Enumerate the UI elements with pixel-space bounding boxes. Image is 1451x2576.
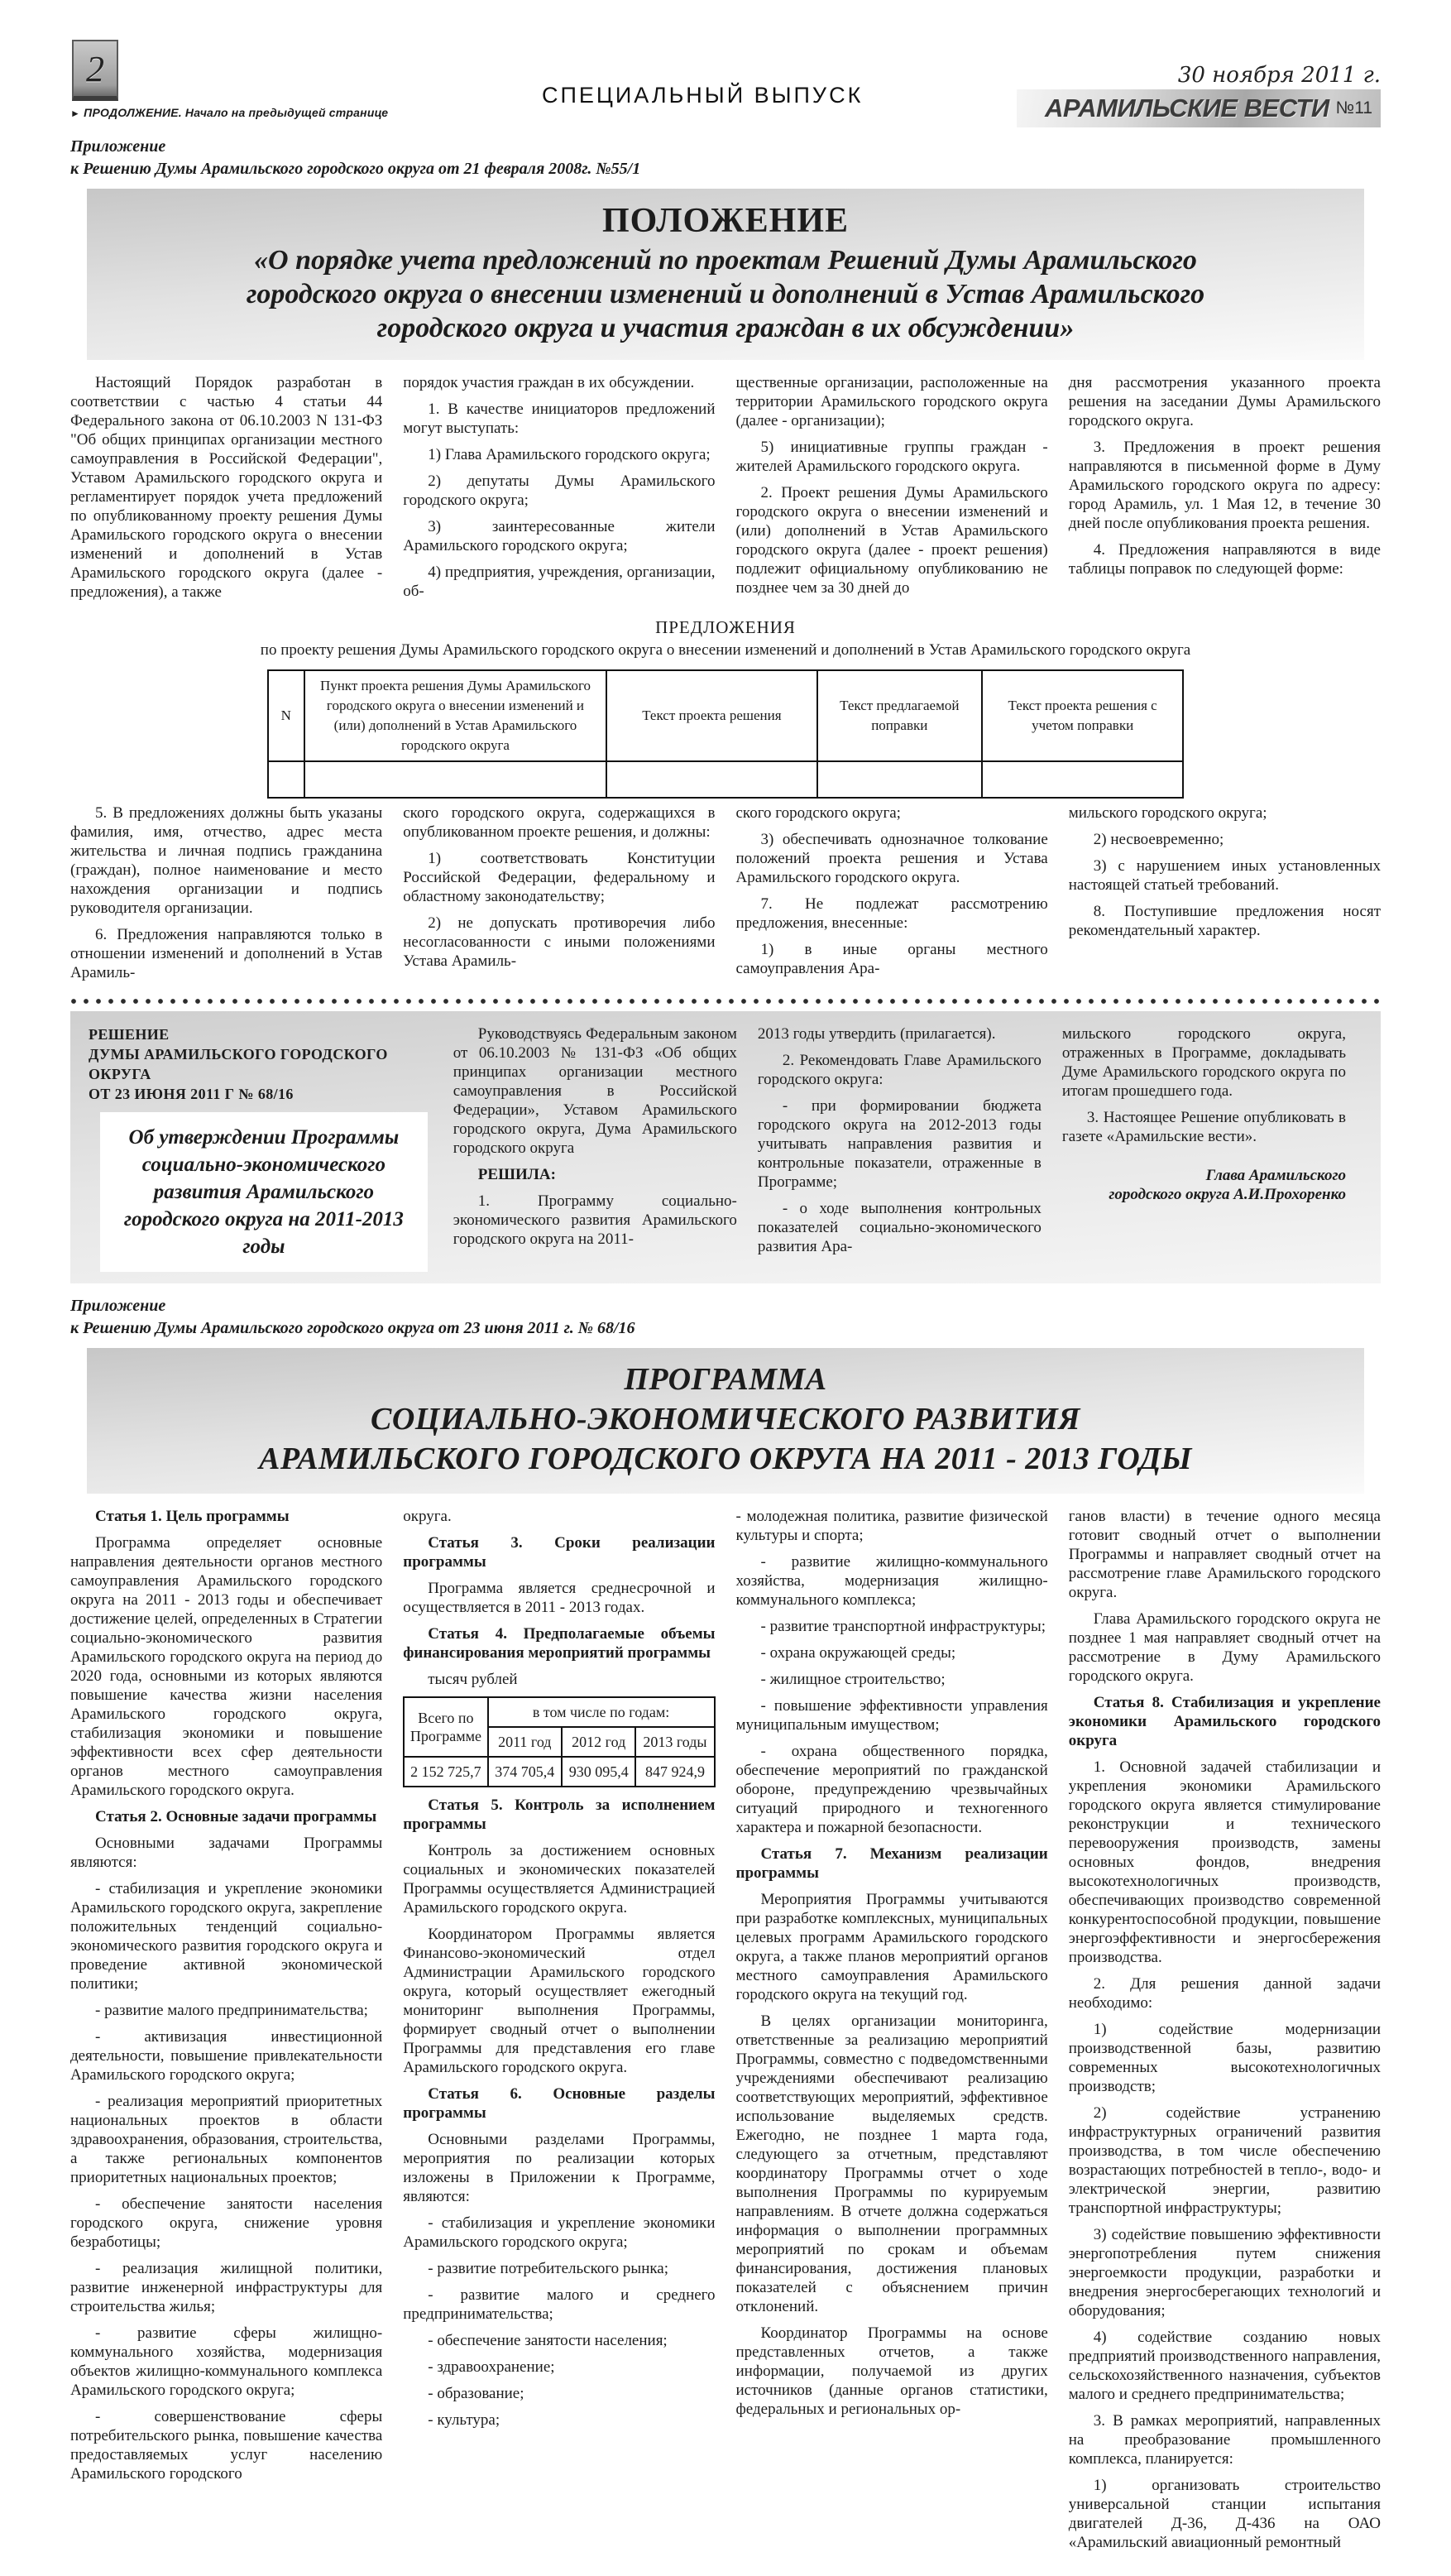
paragraph: Программа определяет основные направления деятельности органов местного самоуправления Арамильского городского округа на 2011 - 2013 годы и обеспечивает достижение целей, определенных в Стратегии социально-экономического развития Арамильского городского округа на период до 2020 года, основными из которых являются повышение качества жизни населения Арамильского городского округа, стабилизация экономики и повышение эффективности всех сфер деятельности органов местного самоуправления Арамильского городского округа. [70, 1534, 383, 1799]
paragraph: 4. Предложения направляются в виде таблицы поправок по следующей форме: [1068, 541, 1381, 578]
financing-year-2013: 2013 годы [635, 1727, 714, 1757]
programma-title-line1: ПРОГРАММА [624, 1362, 827, 1397]
reshenie-col-3 [758, 1024, 1042, 1272]
paragraph: 1) соответствовать Конституции Российской Федерации, федеральному и областному законодательству; [403, 850, 716, 905]
programma-title-line2: СОЦИАЛЬНО-ЭКОНОМИЧЕСКОГО РАЗВИТИЯ [371, 1402, 1080, 1437]
proposals-header-amendment: Текст предлагаемой поправки [817, 670, 982, 761]
paragraph: Основными разделами Программы, мероприятия по реализации которых изложены в Приложении к Программе, являются: [403, 2131, 716, 2205]
reshenie-section [70, 1011, 1381, 1283]
financing-total-label: Всего по Программе [404, 1697, 487, 1757]
paragraph: 3. В рамках мероприятий, направленных на преобразование промышленного комплекса, планируется: [1068, 2412, 1381, 2468]
paragraph: 3) заинтересованные жители Арамильского городского округа; [403, 518, 716, 554]
paragraph: - культура; [428, 2411, 500, 2429]
continuation-note [70, 106, 388, 119]
empty-cell [817, 761, 982, 798]
financing-total-value: 2 152 725,7 [404, 1757, 487, 1787]
paragraph: Координатором Программы является Финансово-экономический отдел Администрации Арамильского городского округа, который осуществляет ежегодный мониторинг выполнения Программы, формирует сводный отчет о выполнении Программы для представления его главе Арамильского городского округа. [403, 1926, 716, 2076]
polozhenie-col-2 [403, 373, 715, 609]
paragraph: Руководствуясь Федеральным законом от 06.10.2003 № 131-ФЗ «Об общих принципах организации местного самоуправления в Российской Федерации», Уставом Арамильского городского округа, Дума Арамильского городского округа [453, 1025, 737, 1157]
paragraph: - реализация мероприятий приоритетных национальных проектов в области здравоохранения, образования, строительства, а также региональных компонентов приоритетных национальных проектов; [70, 2093, 383, 2186]
proposals-subtitle: по проекту решения Думы Арамильского городского округа о внесении изменений и дополнений в Устав Арамильского городского округа [260, 641, 1191, 659]
proposals-table-header-row [268, 670, 1184, 761]
polozhenie-col-4 [1069, 373, 1381, 609]
paragraph: - развитие малого и среднего предпринимательства; [403, 2286, 716, 2323]
paragraph: 1) содействие модернизации производственной базы, развитию современных высокотехнологичных производств; [1068, 2021, 1381, 2095]
paragraph: - жилищное строительство; [760, 1671, 946, 1688]
proposals-header-item: Пункт проекта решения Думы Арамильского городского округа о внесении изменений и (или) дополнений в Устав Арамильского городского округа [304, 670, 606, 761]
paragraph: 3) с нарушением иных установленных настоящей статьей требований. [1068, 857, 1381, 894]
article-heading: РЕШИЛА: [477, 1166, 556, 1183]
signature-line2: городского округа А.И.Прохоренко [1109, 1186, 1346, 1203]
reshenie-heading-block [89, 1024, 433, 1272]
annex-label: Приложение [70, 137, 166, 156]
paragraph: 5) инициативные группы граждан - жителей Арамильского городского округа. [735, 439, 1048, 475]
paragraph: 2) депутаты Думы Арамильского городского округа; [403, 473, 716, 509]
paragraph: мильского городского округа, отраженных в Программе, докладывать Думе Арамильского городского округа по итогам прошедшего года. [1061, 1025, 1346, 1100]
dotted-divider [70, 998, 1381, 1005]
paragraph: Мероприятия Программы учитываются при разработке комплексных, муниципальных целевых программ Арамильского городского округа, а также планов мероприятий органов местного самоуправления Арамильского городского округа на текущий год. [735, 1891, 1048, 2003]
paragraph: 4) содействие созданию новых предприятий производственного направления, сельскохозяйственного назначения, субъектов малого и среднего предпринимательства; [1068, 2329, 1381, 2403]
proposals-header-n: N [268, 670, 304, 761]
reshenie-col-2 [453, 1024, 737, 1272]
masthead-title: АРАМИЛЬСКИЕ ВЕСТИ [1044, 94, 1329, 122]
paragraph: 2) содействие устранению инфраструктурных ограничений развития производства, в том числе обеспечению возрастающих потребностей в тепло-, водо- и электрической энергии, развитию транспортной инфраструктуры; [1068, 2104, 1381, 2217]
issue-number: №11 [1335, 98, 1372, 118]
programma-col-2-bottom [403, 1796, 715, 2430]
polozhenie-col-3 [736, 373, 1048, 609]
financing-year-2011: 2011 год [488, 1727, 562, 1757]
reshenie-col-4-text [1062, 1024, 1346, 1146]
page-number-box [72, 40, 118, 101]
arrow-icon: ► [70, 108, 81, 119]
polozhenie-col-1 [70, 373, 382, 609]
signature-line1: Глава Арамильского [1205, 1167, 1346, 1184]
programma-columns [70, 1507, 1381, 2559]
paragraph: - развитие жилищно-коммунального хозяйства, модернизация жилищно-коммунального комплекса; [735, 1553, 1048, 1609]
reshenie-heading-line2: ДУМЫ АРАМИЛЬСКОГО ГОРОДСКОГО ОКРУГА [89, 1046, 388, 1082]
reshenie-boxed-title [100, 1112, 428, 1272]
article-heading: Статья 4. Предполагаемые объемы финансирования мероприятий программы [403, 1625, 716, 1662]
page-header [70, 40, 1381, 124]
financing-years-label: в том числе по годам: [488, 1697, 715, 1727]
proposals-empty-row [268, 761, 1184, 798]
programma-col-2-top [403, 1507, 715, 1689]
financing-year-2012: 2012 год [562, 1727, 635, 1757]
paragraph: - совершенствование сферы потребительского рынка, повышение качества предоставляемых услуг населению Арамильского городского [70, 2408, 383, 2482]
paragraph: - образование; [428, 2385, 524, 2402]
article-heading: Статья 7. Механизм реализации программы [735, 1845, 1048, 1882]
paragraph: - стабилизация и укрепление экономики Арамильского городского округа, закрепление положительных тенденций социально-экономического развития городского округа и проведение активной экономической политики; [70, 1880, 383, 1993]
paragraph: - развитие транспортной инфраструктуры; [760, 1618, 1046, 1635]
polozhenie-lower-col-1 [70, 804, 382, 990]
paragraph: 1) Глава Арамильского городского округа; [428, 446, 711, 463]
paragraph: 2. Для решения данной задачи необходимо: [1068, 1975, 1381, 2012]
paragraph: 3) обеспечивать однозначное толкование положений проекта решения и Устава Арамильского городского округа. [735, 831, 1048, 886]
paragraph: - активизация инвестиционной деятельности, повышение привлекательности Арамильского городского округа; [70, 2028, 383, 2084]
paragraph: - молодежная политика, развитие физической культуры и спорта; [735, 1508, 1048, 1544]
reshenie-heading-line1: РЕШЕНИЕ [89, 1026, 170, 1043]
paragraph: 3. Предложения в проект решения направляются в письменной форме в Думу Арамильского городского округа по адресу: город Арамиль, ул. 1 Мая 12, в течение 30 дней после опубликования проекта решения. [1068, 439, 1381, 532]
annex-label: Приложение [70, 1297, 166, 1315]
paragraph: - о ходе выполнения контрольных показателей социально-экономического развития Ара- [757, 1200, 1042, 1255]
article-heading: Статья 3. Сроки реализации программы [403, 1534, 716, 1571]
article-heading: Статья 1. Цель программы [95, 1508, 290, 1525]
reshenie-heading-line3: ОТ 23 ИЮНЯ 2011 Г № 68/16 [89, 1086, 294, 1102]
financing-value-2013: 847 924,9 [635, 1757, 714, 1787]
financing-values-row [404, 1757, 714, 1787]
paragraph: Контроль за достижением основных социальных и экономических показателей Программы осуществляется Администрацией Арамильского городского округа. [403, 1842, 716, 1916]
paragraph: 1. Программу социально-экономического развития Арамильского городского округа на 2011- [453, 1192, 737, 1248]
paragraph: 2) не допускать противоречия либо несогласованности с иными положениями Устава Арамиль- [403, 914, 716, 970]
paragraph: округа. [403, 1508, 452, 1525]
paragraph: 5. В предложениях должны быть указаны фамилия, имя, отчество, адрес места жительства и личная подпись гражданина (граждан), полное наименование и место нахождения организации и подпись руководителя организации. [70, 804, 383, 917]
paragraph: порядок участия граждан в их обсуждении. [403, 374, 695, 391]
article-heading: Статья 8. Стабилизация и укрепление экономики Арамильского городского округа [1068, 1694, 1381, 1749]
empty-cell [268, 761, 304, 798]
paragraph: - обеспечение занятости населения городского округа, снижение уровня безработицы; [70, 2195, 383, 2251]
paragraph: 1. В качестве инициаторов предложений могут выступать: [403, 401, 716, 437]
polozhenie-lower-columns [70, 804, 1381, 990]
paragraph: - развитие сферы жилищно-коммунального хозяйства, модернизация объектов жилищно-коммунального комплекса Арамильского городского округа; [70, 2324, 383, 2399]
polozhenie-lower-col-3 [736, 804, 1048, 990]
programma-col-1 [70, 1507, 382, 2559]
programma-col-2 [403, 1507, 715, 2559]
paragraph: - охрана окружающей среды; [760, 1644, 956, 1662]
paragraph: 4) предприятия, учреждения, организации, об- [403, 564, 716, 600]
paragraph: В целях организации мониторинга, ответственные за реализацию мероприятий Программы, совместно с подведомственными учреждениями обеспечивают реализацию соответствующих мероприятий, эффективное использование выделяемых средств. Ежегодно, не позднее 1 марта года, следующего за отчетным, представляют координатору Программы отчет о ходе выполнения Программы по курируемым направлениям. В отчете должна содержаться информация о выполнении программных мероприятий по срокам и объемам финансирования, достижения плановых показателей с объяснением причин отклонений. [735, 2012, 1048, 2315]
programma-col-3 [736, 1507, 1048, 2559]
issue-date: 30 ноября 2011 г. [1177, 63, 1381, 88]
article-heading: Статья 2. Основные задачи программы [95, 1808, 377, 1825]
programma-title-box [87, 1348, 1364, 1494]
paragraph: 3. Настоящее Решение опубликовать в газете «Арамильские вести». [1061, 1109, 1346, 1145]
polozhenie-subtitle: «О порядке учета предложений по проектам Решений Думы Арамильского городского округа о внесении изменений и дополнений в Устав Арамильского городского округа и участия граждан в их обсуждении» [246, 245, 1205, 343]
paragraph: - стабилизация и укрепление экономики Арамильского городского округа; [403, 2214, 716, 2251]
paragraph: Глава Арамильского городского округа не позднее 1 мая направляет сводный отчет на рассмотрение в Думу Арамильского городского округа. [1068, 1610, 1381, 1685]
proposals-title: ПРЕДЛОЖЕНИЯ [655, 617, 796, 637]
paragraph: Координатор Программы на основе представленных отчетов, а также информации, получаемой из других источников (данные органов статистики, федеральных и региональных ор- [735, 2324, 1048, 2418]
programma-col-4 [1069, 1507, 1381, 2559]
paragraph: - повышение эффективности управления муниципальным имуществом; [735, 1697, 1048, 1734]
empty-cell [606, 761, 817, 798]
financing-value-2012: 930 095,4 [562, 1757, 635, 1787]
masthead [1017, 89, 1381, 127]
paragraph: - обеспечение занятости населения; [428, 2332, 668, 2349]
annex-reference: к Решению Думы Арамильского городского округа от 23 июня 2011 г. № 68/16 [70, 1319, 635, 1337]
paragraph: 6. Предложения направляются только в отношении изменений и дополнений в Устав Арамиль- [70, 926, 383, 981]
article-heading: Статья 6. Основные разделы программы [403, 2085, 716, 2122]
header-left [70, 40, 388, 119]
header-right [1017, 40, 1381, 127]
proposals-table [267, 669, 1185, 799]
paragraph: - при формировании бюджета городского округа на 2012-2013 годы учитывать направления развития и контрольные показатели, отраженные в Программе; [757, 1097, 1042, 1191]
financing-table [403, 1696, 715, 1787]
paragraph: 3) содействие повышению эффективности энергопотребления путем снижения энергоемкости продукции, разработки и внедрения энергосберегающих технологий и оборудования; [1068, 2226, 1381, 2319]
annex-reference: к Решению Думы Арамильского городского округа от 21 февраля 2008г. №55/1 [70, 160, 641, 178]
reshenie-col-4 [1062, 1024, 1346, 1272]
signature-block [1062, 1166, 1346, 1204]
paragraph: щественные организации, расположенные на территории Арамильского городского округа (далее - организации); [735, 374, 1048, 429]
polozhenie-title: ПОЛОЖЕНИЕ [601, 202, 850, 240]
paragraph: тысяч рублей [428, 1671, 518, 1688]
issue-type-title: СПЕЦИАЛЬНЫЙ ВЫПУСК [541, 83, 864, 108]
annex-2 [70, 1295, 1381, 1340]
paragraph: 2. Рекомендовать Главе Арамильского городского округа: [757, 1052, 1042, 1088]
polozhenie-lower-col-4 [1069, 804, 1381, 990]
paragraph: 7. Не подлежат рассмотрению предложения, внесенные: [735, 895, 1048, 932]
reshenie-boxed-title-text: Об утверждении Программы социально-экономического развития Арамильского городского округа на 2011-2013 годы [123, 1126, 404, 1258]
paragraph: 1) в иные органы местного самоуправления Ара- [735, 941, 1048, 977]
polozhenie-title-box [87, 189, 1364, 360]
paragraph: ганов власти) в течение одного месяца готовит сводный отчет о выполнении Программы и направляет сводный отчет на рассмотрение главе Арамильского городского округа. [1068, 1508, 1381, 1601]
empty-cell [982, 761, 1184, 798]
paragraph: - реализация жилищной политики, развитие инженерной инфраструктуры для строительства жилья; [70, 2260, 383, 2315]
proposals-header-result: Текст проекта решения с учетом поправки [982, 670, 1184, 761]
annex-1 [70, 136, 1381, 180]
paragraph: - развитие потребительского рынка; [428, 2260, 669, 2277]
paragraph: 1. Основной задачей стабилизации и укрепления экономики Арамильского городского округа является стимулирование реконструкции и технического перевооружения производств, замены основных фондов, внедрения высокотехнологичных производств, обеспечивающих производство современной конкурентоспособной продукции, повышение энергоэффективности и энергосбережения производства. [1068, 1758, 1381, 1966]
proposals-header-text: Текст проекта решения [606, 670, 817, 761]
financing-header-row [404, 1697, 714, 1727]
paragraph: Основными задачами Программы являются: [70, 1835, 383, 1871]
paragraph: дня рассмотрения указанного проекта решения на заседании Думы Арамильского городского округа. [1068, 374, 1381, 429]
empty-cell [304, 761, 606, 798]
paragraph: 2013 годы утвердить (прилагается). [757, 1025, 996, 1043]
financing-value-2011: 374 705,4 [488, 1757, 562, 1787]
continuation-text: ПРОДОЛЖЕНИЕ. Начало на предыдущей странице [84, 106, 389, 119]
paragraph: 8. Поступившие предложения носят рекомендательный характер. [1068, 903, 1381, 939]
polozhenie-columns [70, 373, 1381, 609]
paragraph: ского городского округа; [735, 804, 901, 822]
paragraph: 2. Проект решения Думы Арамильского городского округа о внесении изменений и (или) дополнений в Устав Арамильского городского округа (далее - проект решения) подлежит официальному опубликованию не позднее чем за 30 дней до [735, 484, 1048, 597]
paragraph: - здравоохранение; [428, 2358, 555, 2376]
paragraph: мильского городского округа; [1068, 804, 1267, 822]
paragraph: 2) несвоевременно; [1093, 831, 1224, 848]
paragraph: - развитие малого предпринимательства; [95, 2002, 368, 2019]
article-heading: Статья 5. Контроль за исполнением программы [403, 1796, 716, 1833]
reshenie-heading [89, 1024, 433, 1104]
paragraph: Программа является среднесрочной и осуществляется в 2011 - 2013 годах. [403, 1580, 716, 1616]
polozhenie-lower-col-2 [403, 804, 715, 990]
programma-title-line3: АРАМИЛЬСКОГО ГОРОДСКОГО ОКРУГА НА 2011 - 2013 ГОДЫ [258, 1442, 1193, 1476]
paragraph: Настоящий Порядок разработан в соответствии с частью 4 статьи 44 Федерального закона от 06.10.2003 N 131-ФЗ "Об общих принципах организации местного самоуправления в Российской Федерации", Уставом Арамильского городского округа и регламентирует порядок учета предложений по опубликованному проекту решения Думы Арамильского городского округа о внесении изменений и дополнений в Устав Арамильского городского округа (далее - предложения), а также [70, 374, 383, 601]
paragraph: ского городского округа, содержащихся в опубликованном проекте решения, и должны: [403, 804, 716, 841]
paragraph: - охрана общественного порядка, обеспечение мероприятий по гражданской обороне, предупреждению чрезвычайных ситуаций природного и техногенного характера и пожарной безопасности. [735, 1743, 1048, 1836]
page-number: 2 [86, 48, 104, 89]
paragraph: 1) организовать строительство универсальной станции испытания двигателей Д-36, Д-436 на ОАО «Арамильский авиационный ремонтный [1068, 2477, 1381, 2551]
